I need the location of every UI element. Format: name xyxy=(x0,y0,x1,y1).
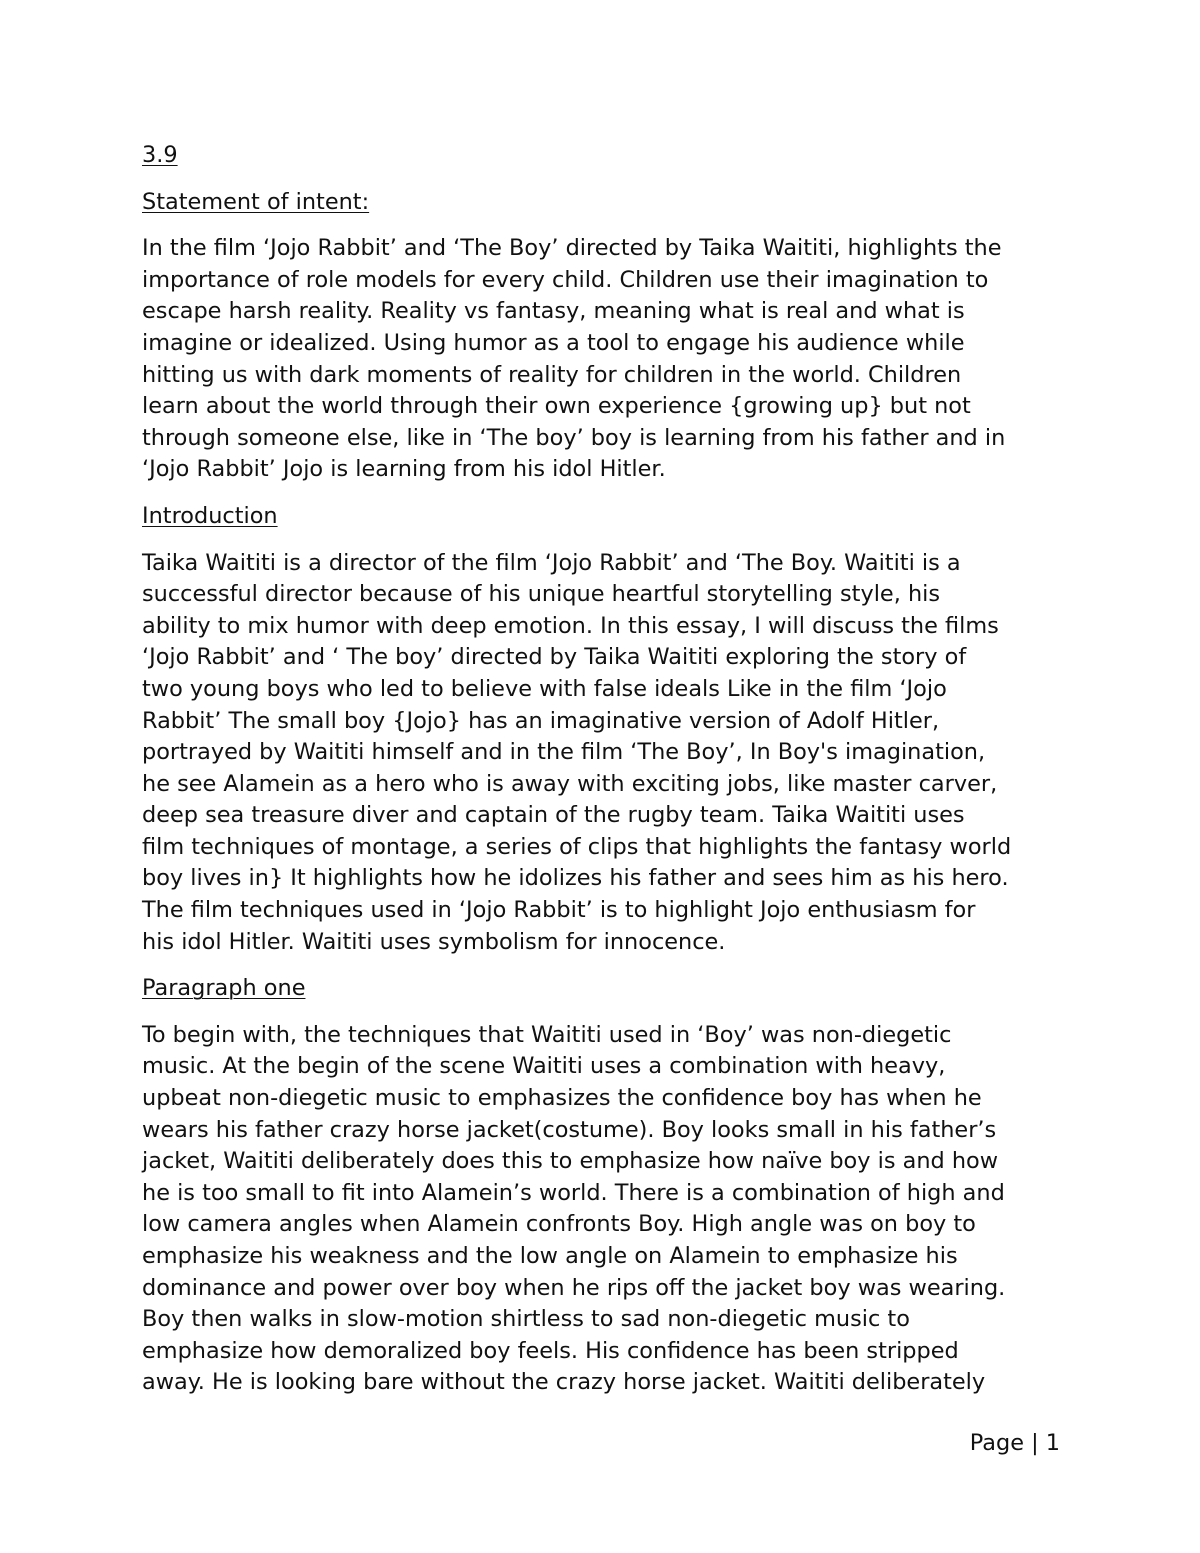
text-line: ability to mix humor with deep emotion. In this essay, I will discuss the films xyxy=(142,612,999,639)
page-number-footer: Page | 1 xyxy=(969,1430,1060,1456)
text-line: two young boys who led to believe with false ideals Like in the film ‘Jojo xyxy=(142,675,947,702)
statement-paragraph xyxy=(142,233,1072,486)
text-line: jacket, Waititi deliberately does this to emphasize how naïve boy is and how xyxy=(142,1148,999,1175)
text-line: importance of role models for every child. Children use their imagination to xyxy=(142,266,989,293)
text-line: Taika Waititi is a director of the film ‘Jojo Rabbit’ and ‘The Boy. Waititi is a xyxy=(142,549,961,576)
text-line: hitting us with dark moments of reality for children in the world. Children xyxy=(142,361,962,388)
text-line: learn about the world through their own experience {growing up} but not xyxy=(142,393,971,420)
text-line: emphasize his weakness and the low angle on Alamein to emphasize his xyxy=(142,1243,958,1269)
text-line: wears his father crazy horse jacket(costume). Boy looks small in his father’s xyxy=(142,1116,997,1143)
introduction-paragraph xyxy=(142,548,1072,959)
text-line: ‘Jojo Rabbit’ Jojo is learning from his idol Hitler. xyxy=(142,456,666,483)
text-line: he is too small to fit into Alamein’s world. There is a combination of high and xyxy=(142,1179,1005,1206)
text-line: emphasize how demoralized boy feels. His confidence has been stripped xyxy=(142,1337,959,1364)
paragraph-one-body xyxy=(142,1020,1072,1399)
text-line: low camera angles when Alamein confronts Boy. High angle was on boy to xyxy=(142,1211,976,1238)
statement-heading: Statement of intent: xyxy=(142,188,370,215)
text-line: upbeat non-diegetic music to emphasizes the confidence boy has when he xyxy=(142,1085,982,1112)
text-line: imagine or idealized. Using humor as a tool to engage his audience while xyxy=(142,329,965,356)
text-line: ‘Jojo Rabbit’ and ‘ The boy’ directed by Taika Waititi exploring the story of xyxy=(142,644,967,671)
text-line: The film techniques used in ‘Jojo Rabbit’ is to highlight Jojo enthusiasm for xyxy=(142,897,976,924)
text-line: Rabbit’ The small boy {Jojo} has an imaginative version of Adolf Hitler, xyxy=(142,707,940,734)
text-line: dominance and power over boy when he rips off the jacket boy was wearing. xyxy=(142,1274,1006,1301)
text-line: deep sea treasure diver and captain of the rugby team. Taika Waititi uses xyxy=(142,802,965,829)
paragraph-one-heading: Paragraph one xyxy=(142,975,306,1002)
text-line: music. At the begin of the scene Waititi uses a combination with heavy, xyxy=(142,1053,946,1080)
text-line: To begin with, the techniques that Waititi used in ‘Boy’ was non-diegetic xyxy=(142,1021,952,1048)
text-line: escape harsh reality. Reality vs fantasy, meaning what is real and what is xyxy=(142,298,965,325)
text-line: Boy then walks in slow-motion shirtless to sad non-diegetic music to xyxy=(142,1306,910,1333)
document-body xyxy=(142,140,1072,1414)
text-line: In the film ‘Jojo Rabbit’ and ‘The Boy’ directed by Taika Waititi, highlights the xyxy=(142,235,1002,262)
text-line: boy lives in} It highlights how he idolizes his father and sees him as his hero. xyxy=(142,865,1009,892)
section-number: 3.9 xyxy=(142,142,178,168)
text-line: film techniques of montage, a series of clips that highlights the fantasy world xyxy=(142,833,1012,860)
text-line: his idol Hitler. Waititi uses symbolism for innocence. xyxy=(142,928,726,955)
text-line: portrayed by Waititi himself and in the film ‘The Boy’, In Boy's imagination, xyxy=(142,739,986,766)
text-line: successful director because of his unique heartful storytelling style, his xyxy=(142,581,941,608)
introduction-heading: Introduction xyxy=(142,502,278,529)
text-line: he see Alamein as a hero who is away with exciting jobs, like master carver, xyxy=(142,770,998,797)
text-line: through someone else, like in ‘The boy’ boy is learning from his father and in xyxy=(142,424,1006,451)
text-line: away. He is looking bare without the crazy horse jacket. Waititi deliberately xyxy=(142,1369,986,1396)
